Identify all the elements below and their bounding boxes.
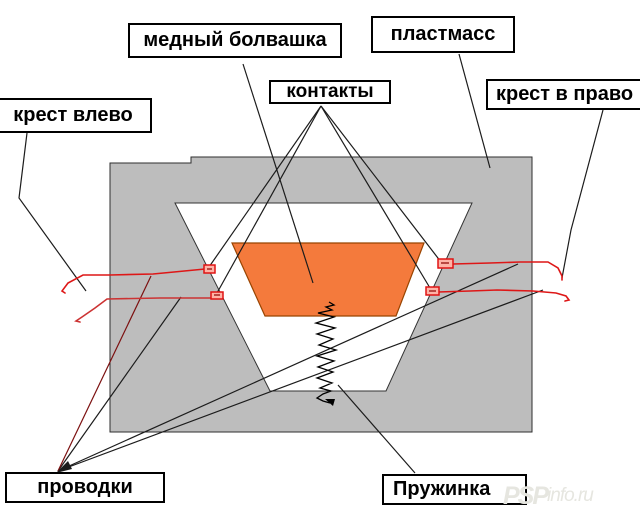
label-spring: Пружинка xyxy=(382,474,527,505)
label-contacts: контакты xyxy=(269,80,391,104)
label-plastic: пластмасс xyxy=(371,16,515,53)
watermark-script-text: info.ru xyxy=(547,485,593,506)
label-wires: проводки xyxy=(5,472,165,503)
label-cross-right: крест в право xyxy=(486,79,640,110)
copper-slug-shape xyxy=(232,243,424,316)
leader-cross-left xyxy=(19,133,86,291)
leader-cross-right xyxy=(562,110,603,278)
watermark-block-text: PSP xyxy=(503,481,548,510)
leader-plastic xyxy=(459,54,490,168)
label-cross-left: крест влево xyxy=(0,98,152,133)
label-copper-slug: медный болвашка xyxy=(128,23,342,58)
